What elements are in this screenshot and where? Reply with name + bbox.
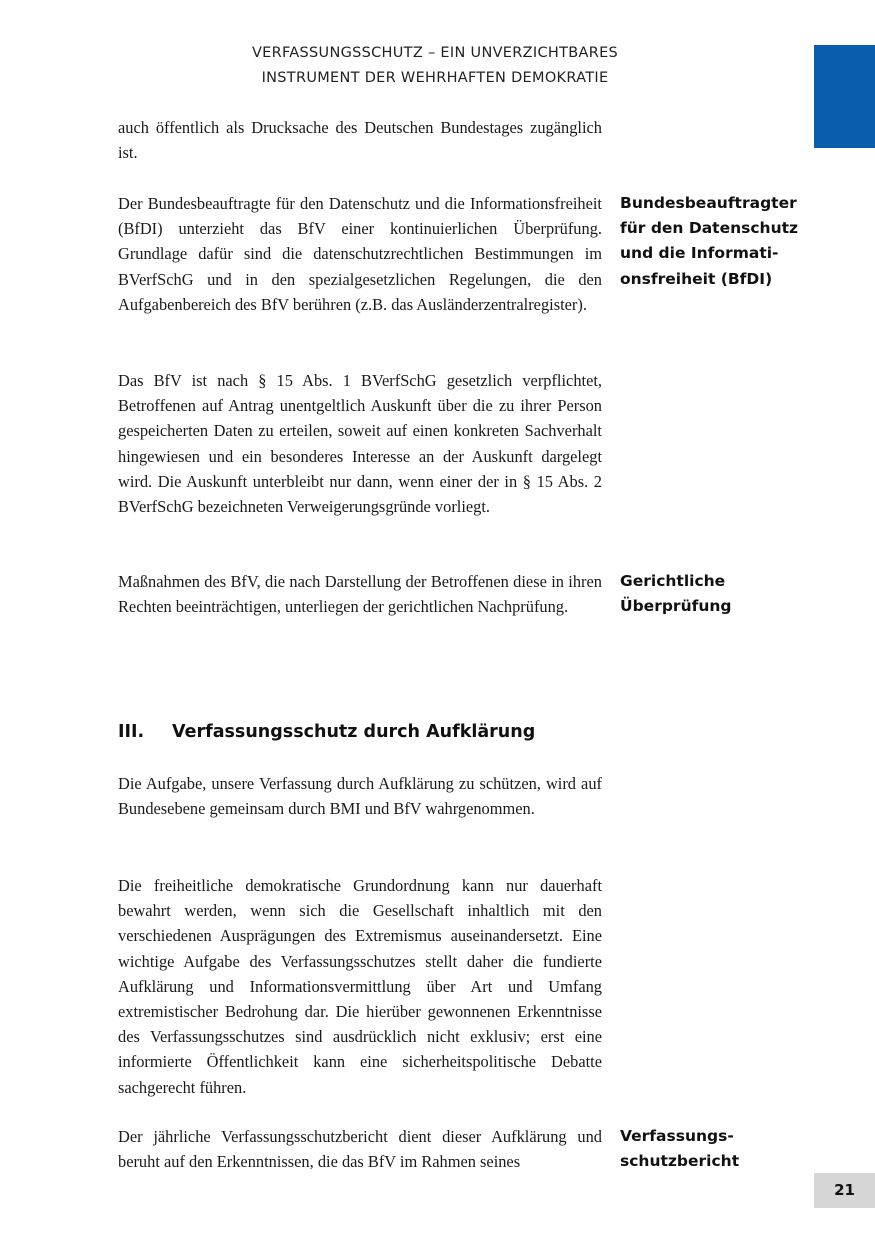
paragraph-verfassungsschutzbericht: Der jährliche Verfassungsschutzbericht dient dieser Aufklärung und beruht auf den Erkenntnissen, die das BfV im Rahmen seines <box>118 1127 602 1172</box>
margin-note-gericht-line: Gerichtliche <box>620 572 726 590</box>
paragraph-drucksache: auch öffentlich als Drucksache des Deutschen Bundestages zugänglich ist. <box>118 118 602 163</box>
margin-note-bfdi-line: onsfreiheit (BfDI) <box>620 269 773 288</box>
section-number: III. <box>118 722 145 742</box>
paragraph-grundordnung: Die freiheitliche demokratische Grundordnung kann nur dauerhaft bewahrt werden, wenn sich die Gesellschaft inhaltlich mit den verschiedenen Ausprägungen des Extremismus auseinandersetzt. Eine wichtige Aufgabe des Verfassungsschutzes stellt daher die fundierte Aufklärung und Informationsvermittlung über Art und Umfang extremistischer Bedrohung dar. Die hierüber gewonnenen Erkenntnisse des Verfassungsschutzes sind ausdrücklich nicht exklusiv; erst eine informierte Öffentlichkeit kann eine sicherheitspolitische Debatte sachgerecht führen. <box>118 876 602 1097</box>
margin-note-gericht-line: Überprüfung <box>620 597 732 616</box>
margin-note-gerichtliche-ueberpruefung <box>620 569 800 619</box>
margin-note-vsbericht-line: schutzbericht <box>620 1152 740 1171</box>
page-number: 21 <box>814 1173 875 1208</box>
margin-note-bfdi-line: und die Informati- <box>620 244 779 263</box>
margin-note-bfdi-line: für den Datenschutz <box>620 219 799 238</box>
margin-note-vsbericht-line: Verfassungs- <box>620 1127 734 1145</box>
chapter-color-tab <box>814 45 875 148</box>
margin-note-bfdi-line: Bundesbeauftragter <box>620 194 797 212</box>
paragraph-aufgabe: Die Aufgabe, unsere Verfassung durch Aufklärung zu schützen, wird auf Bundesebene gemeinsam durch BMI und BfV wahrgenommen. <box>118 774 602 819</box>
margin-note-verfassungsschutzbericht <box>620 1124 800 1174</box>
running-header-line-1: VERFASSUNGSSCHUTZ – EIN UNVERZICHTBARES <box>251 45 619 61</box>
paragraph-massnahmen: Maßnahmen des BfV, die nach Darstellung der Betroffenen diese in ihren Rechten beeinträchtigen, unterliegen der gerichtlichen Nachprüfung. <box>118 572 602 617</box>
section-heading <box>118 718 602 746</box>
paragraph-auskunft: Das BfV ist nach § 15 Abs. 1 BVerfSchG gesetzlich verpflichtet, Betroffenen auf Antrag unentgeltlich Auskunft über die zu ihrer Person gespeicherten Daten zu erteilen, soweit auf einen konkreten Sachverhalt hingewiesen und ein besonderes Interesse an der Auskunft dargelegt wird. Die Auskunft unterbleibt nur dann, wenn einer der in § 15 Abs. 2 BVerfSchG bezeichneten Verweigerungsgründe vorliegt. <box>118 371 602 517</box>
running-header-line-2: INSTRUMENT DER WEHRHAFTEN DEMOKRATIE <box>261 70 609 86</box>
paragraph-bfdi: Der Bundesbeauftragte für den Datenschutz und die Informationsfreiheit (BfDI) unterzieht das BfV einer kontinuierlichen Überprüfung. Grundlage dafür sind die datenschutzrechtlichen Bestimmungen im BVerfSchG und in den spezialgesetzlichen Regelungen, die den Aufgabenbereich des BfV berühren (z.B. das Ausländerzentralregister). <box>118 194 602 314</box>
margin-note-bfdi <box>620 191 800 292</box>
section-title: Verfassungsschutz durch Aufklärung <box>172 722 536 742</box>
running-header <box>200 41 670 91</box>
